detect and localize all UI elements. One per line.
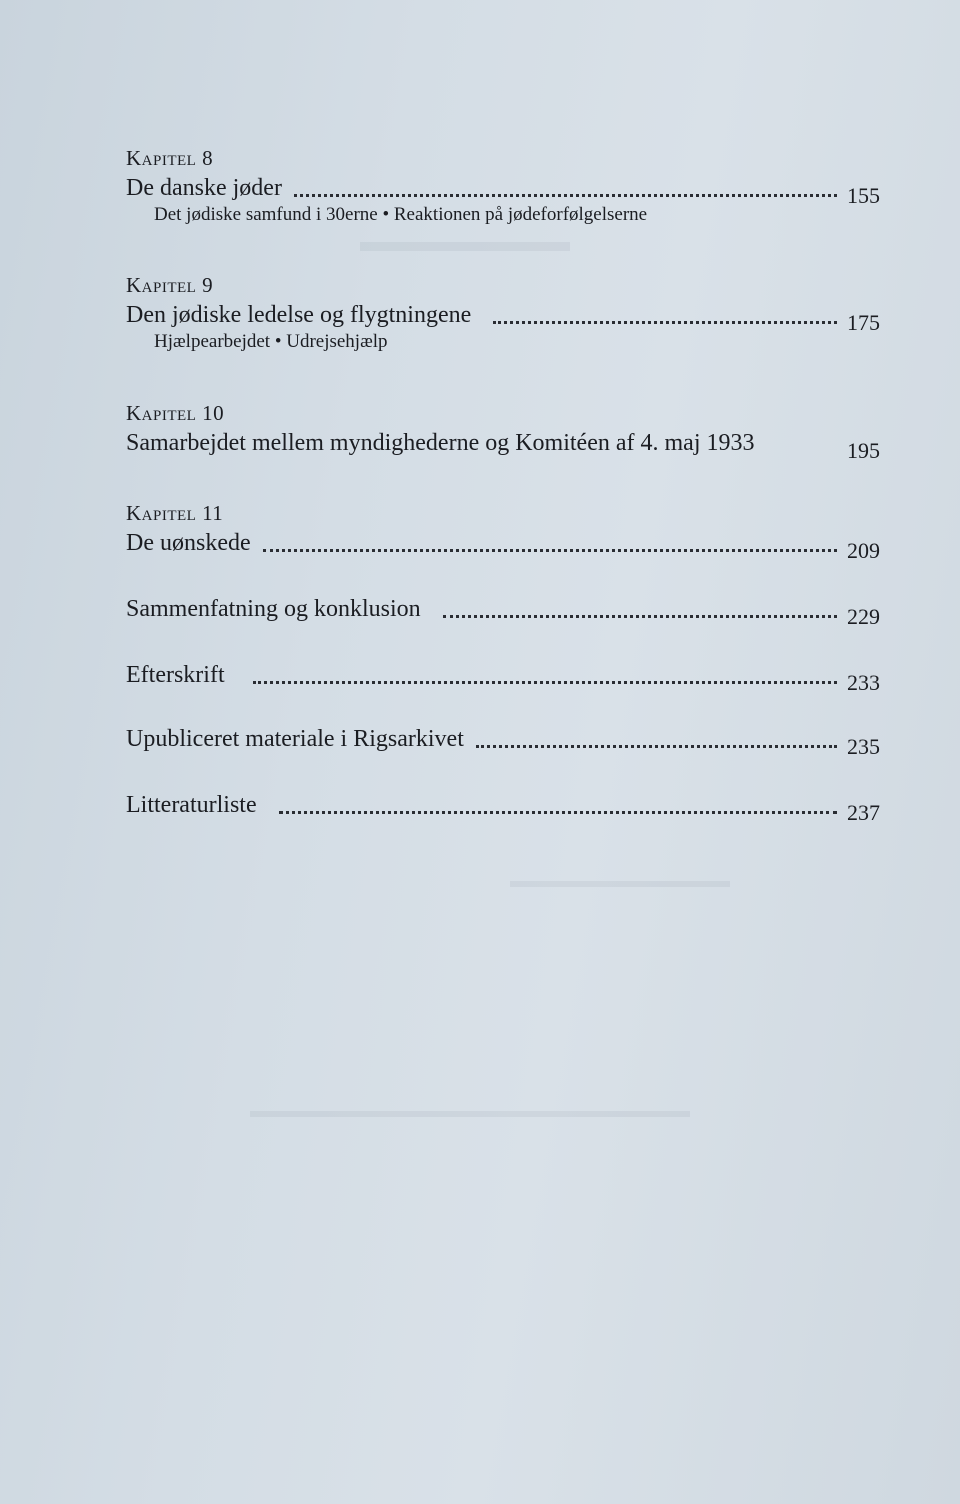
toc-entry-sammenfatning [126, 592, 880, 629]
toc-entry-litteraturliste [126, 788, 880, 825]
section-title: Sammenfatning og konklusion [126, 596, 421, 622]
section-title: Upubliceret materiale i Rigsarkivet [126, 726, 464, 752]
toc-row [126, 658, 880, 695]
chapter-title: De danske jøder [126, 175, 282, 201]
toc-entry-efterskrift [126, 658, 880, 695]
chapter-subtopics: Hjælpearbejdet • Udrejsehjælp [154, 331, 388, 352]
dot-leader [493, 321, 837, 324]
toc-entry-kapitel-9 [126, 272, 880, 354]
toc-entry-kapitel-11 [126, 500, 880, 563]
dot-leader [443, 615, 837, 618]
toc-row [126, 592, 880, 629]
toc-entry-kapitel-10 [126, 400, 880, 463]
bleed-through-shadow: ▬▬▬▬▬▬▬▬▬▬▬ [510, 870, 730, 892]
chapter-subtopics: Det jødiske samfund i 30erne • Reaktionen på jødeforfølgelserne [154, 204, 648, 225]
page-number: 195 [847, 438, 880, 463]
toc-row [126, 722, 880, 759]
toc-row [126, 298, 880, 335]
chapter-label: Kapitel 8 [126, 146, 214, 170]
bleed-through-shadow: ▬▬▬▬▬▬▬ [360, 225, 570, 258]
dot-leader [476, 745, 837, 748]
page-number: 229 [847, 604, 880, 629]
page-number: 155 [847, 183, 880, 208]
dot-leader [253, 681, 837, 684]
dot-leader [294, 194, 837, 197]
chapter-title: De uønskede [126, 530, 251, 556]
toc-entry-kapitel-8 [126, 145, 880, 227]
chapter-title: Samarbejdet mellem myndighederne og Komitéen af 4. maj 1933 [126, 430, 755, 456]
page-number: 237 [847, 800, 880, 825]
chapter-label: Kapitel 9 [126, 273, 214, 297]
bleed-through-shadow: ▬▬▬▬▬▬▬▬▬▬▬▬▬▬▬▬▬▬▬▬▬▬ [250, 1100, 690, 1122]
toc-entry-upubliceret [126, 722, 880, 759]
toc-row [126, 788, 880, 825]
toc-row [126, 426, 880, 463]
section-title: Efterskrift [126, 662, 225, 688]
chapter-label: Kapitel 10 [126, 401, 225, 425]
chapter-title: Den jødiske ledelse og flygtningene [126, 302, 472, 328]
page-number: 209 [847, 538, 880, 563]
page-number: 235 [847, 734, 880, 759]
section-title: Litteraturliste [126, 792, 257, 818]
toc-row [126, 171, 880, 208]
page-number: 233 [847, 670, 880, 695]
dot-leader [279, 811, 837, 814]
page-number: 175 [847, 310, 880, 335]
chapter-label: Kapitel 11 [126, 501, 224, 525]
dot-leader [263, 549, 837, 552]
toc-row [126, 526, 880, 563]
